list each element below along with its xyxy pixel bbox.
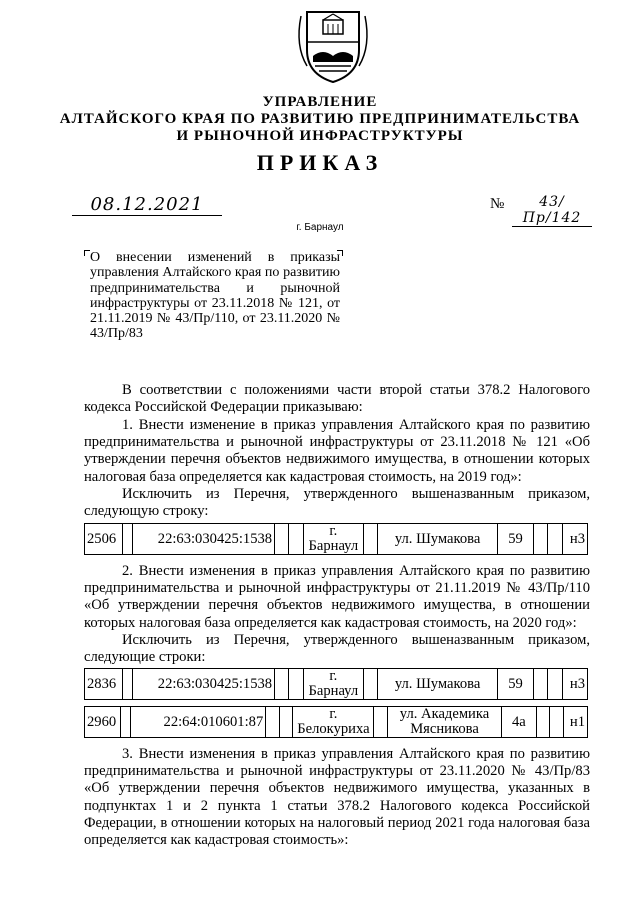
cell-house: 4а bbox=[502, 707, 537, 738]
cell-number: 2836 bbox=[85, 669, 123, 700]
coat-of-arms-emblem bbox=[293, 6, 373, 86]
header-line-3: И РЫНОЧНОЙ ИНФРАСТРУКТУРЫ bbox=[176, 128, 464, 144]
cell-cadastral: 22:63:030425:1538 bbox=[133, 669, 275, 700]
number-sign: № bbox=[490, 196, 505, 212]
table-row bbox=[85, 524, 588, 555]
cell-room: н3 bbox=[562, 669, 587, 700]
cell-house: 59 bbox=[497, 524, 533, 555]
cell-cadastral: 22:63:030425:1538 bbox=[133, 524, 275, 555]
cell-city: г. Барнаул bbox=[303, 524, 363, 555]
city-label: г. Барнаул bbox=[296, 222, 344, 233]
header-line-2: АЛТАЙСКОГО КРАЯ ПО РАЗВИТИЮ ПРЕДПРИНИМАТЕЛЬСТВА bbox=[59, 111, 581, 127]
item-2-paragraph: 2. Внести изменения в приказ управления Алтайского края по развитию предпринимательства и рыночной инфраструктуры от 21.11.2019 № 43/Пр/110 «Об утверждении перечня объектов недвижимого имущества, в отношении которых налоговая база определяется как кадастровая стоимость, на 2020 год»: bbox=[84, 563, 590, 631]
cell-street: ул. Шумакова bbox=[378, 669, 498, 700]
document-subject: О внесении изменений в приказы управления Алтайского края по развитию предпринимательства и рыночной инфраструктуры от 23.11.2018 № 121, от 21.11.2019 № 43/Пр/110, от 23.11.2020 № 43/Пр/83 bbox=[90, 250, 340, 342]
table-row bbox=[85, 669, 588, 700]
cell-house: 59 bbox=[497, 669, 533, 700]
header-line-1: УПРАВЛЕНИЕ bbox=[262, 94, 378, 110]
cell-room: н3 bbox=[562, 524, 587, 555]
cell-street: ул. Академика Мясникова bbox=[387, 707, 501, 738]
document-date: 08.12.2021 bbox=[72, 194, 222, 216]
excluded-row-table-1 bbox=[84, 523, 588, 555]
document-number: 43/Пр/142 bbox=[512, 194, 592, 227]
table-row bbox=[85, 707, 588, 738]
cell-street: ул. Шумакова bbox=[378, 524, 498, 555]
document-type-title: ПРИКАЗ bbox=[256, 150, 384, 175]
cell-cadastral: 22:64:010601:87 bbox=[131, 707, 266, 738]
cell-number: 2506 bbox=[85, 524, 123, 555]
intro-paragraph: В соответствии с положениями части второй статьи 378.2 Налогового кодекса Российской Федерации приказываю: bbox=[84, 382, 590, 416]
item-2-action: Исключить из Перечня, утвержденного вышеназванным приказом, следующие строки: bbox=[84, 632, 590, 666]
cell-number: 2960 bbox=[85, 707, 121, 738]
cell-city: г. Белокуриха bbox=[293, 707, 374, 738]
item-3-paragraph: 3. Внести изменения в приказ управления Алтайского края по развитию предпринимательства и рыночной инфраструктуры от 23.11.2020 № 43/Пр/83 «Об утверждении перечня объектов недвижимого имущества, указанных в подпунктах 1 и 2 пункта 1 статьи 378.2 Налогового кодекса Российской Федерации, в отношении которых на налоговый период 2021 года налоговая база определяется как кадастровая стоимость»: bbox=[84, 746, 590, 849]
cell-city: г. Барнаул bbox=[303, 669, 363, 700]
item-1-action: Исключить из Перечня, утвержденного вышеназванным приказом, следующую строку: bbox=[84, 486, 590, 520]
item-1-paragraph: 1. Внести изменение в приказ управления Алтайского края по развитию предпринимательства и рыночной инфраструктуры от 23.11.2018 № 121 «Об утверждении перечня объектов недвижимого имущества, в отношении которых налоговая база определяется как кадастровая стоимость, на 2019 год»: bbox=[84, 417, 590, 485]
excluded-row-table-2 bbox=[84, 668, 588, 700]
cell-room: н1 bbox=[563, 707, 587, 738]
excluded-row-table-3 bbox=[84, 706, 588, 738]
